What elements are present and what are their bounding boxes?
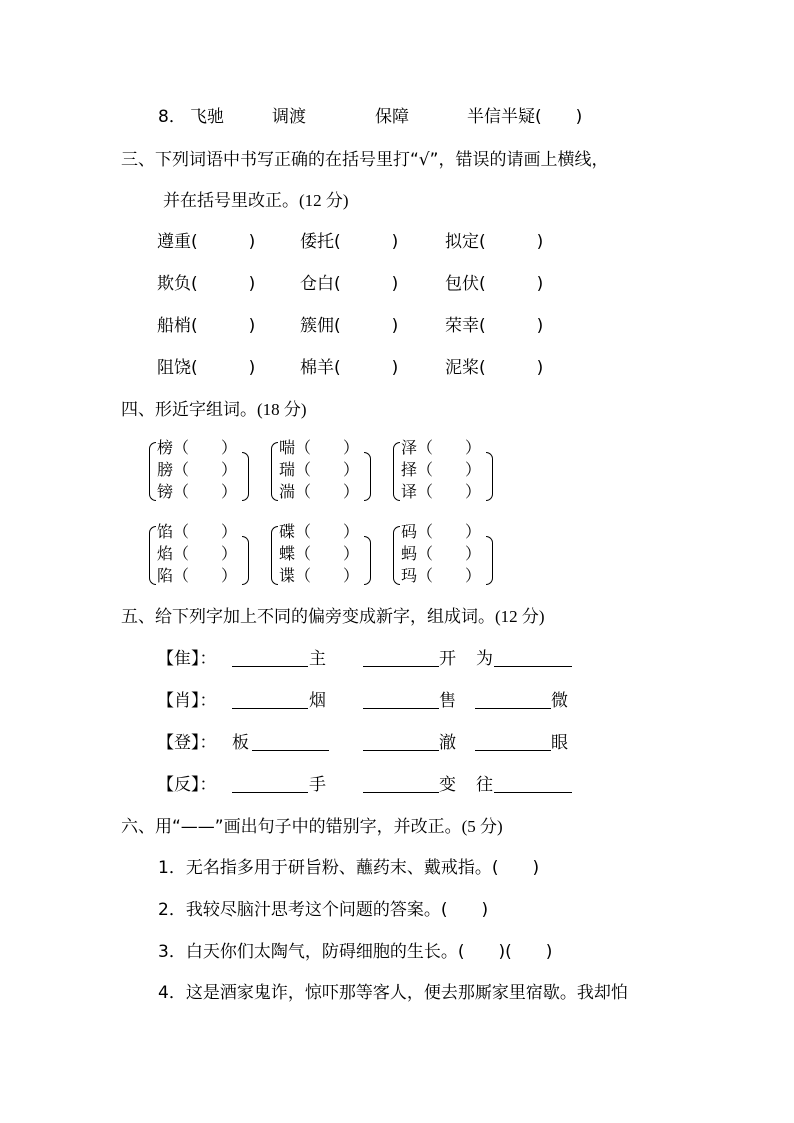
char-item: 译（ ） — [401, 482, 482, 501]
right-brace — [486, 536, 493, 585]
word-part: 眼 — [551, 733, 568, 753]
char-item: 碟（ ） — [279, 522, 360, 541]
score: (12 分) — [299, 191, 349, 210]
right-brace — [242, 452, 249, 501]
score: (12 分) — [495, 607, 545, 626]
sentence-item: 3．白天你们太陶气，防碍细胞的生长。( )( ) — [158, 942, 553, 962]
sentence-item: 1．无名指多用于研旨粉、蘸药末、戴戒指。( ) — [158, 858, 540, 878]
char-item: 码（ ） — [401, 522, 482, 541]
answer-blank[interactable] — [494, 648, 572, 667]
answer-blank[interactable] — [232, 690, 308, 709]
left-brace — [393, 526, 400, 585]
char-item: 蝶（ ） — [279, 544, 360, 563]
left-brace — [393, 442, 400, 501]
word-item: 荣幸( ) — [445, 316, 544, 336]
answer-blank[interactable] — [232, 648, 308, 667]
title-text: 并在括号里改正。 — [163, 191, 299, 211]
left-brace — [149, 442, 156, 501]
char-item: 蚂（ ） — [401, 544, 482, 563]
word-item: 仓白( ) — [300, 274, 399, 294]
left-brace — [149, 526, 156, 585]
word: 保障 — [375, 107, 409, 127]
word-part: 往 — [476, 775, 493, 795]
left-brace — [271, 526, 278, 585]
sentence-item: 2．我较尽脑汁思考这个问题的答案。( ) — [158, 900, 489, 920]
char-item: 馅（ ） — [157, 522, 238, 541]
item-number: 8． — [158, 107, 186, 127]
radical-label: 【登】： — [157, 733, 217, 753]
section-title-cont — [163, 189, 349, 213]
answer-blank[interactable] — [363, 774, 439, 793]
right-brace — [242, 536, 249, 585]
answer-blank[interactable] — [494, 774, 572, 793]
sentence-item: 4．这是酒家鬼诈，惊吓那等客人，便去那厮家里宿歇。我却怕 — [158, 983, 628, 1003]
word-item: 阻饶( ) — [157, 358, 256, 378]
title-text: 五、给下列字加上不同的偏旁变成新字，组成词。 — [121, 607, 495, 627]
word-item: 拟定( ) — [445, 232, 544, 252]
answer-blank[interactable] — [232, 774, 308, 793]
title-text: 六、用“——”画出句子中的错别字，并改正。 — [121, 817, 462, 837]
char-item: 瑞（ ） — [279, 460, 360, 479]
char-item: 榜（ ） — [157, 438, 238, 457]
word-part: 手 — [309, 775, 326, 795]
radical-label: 【反】： — [157, 775, 217, 795]
word-item: 遵重( ) — [157, 232, 256, 252]
score: (5 分) — [461, 817, 503, 836]
section-title — [121, 815, 503, 839]
char-item: 择（ ） — [401, 460, 482, 479]
section-title — [121, 605, 545, 629]
answer-blank[interactable] — [363, 648, 439, 667]
score: (18 分) — [257, 400, 307, 419]
word-part: 开 — [439, 649, 456, 669]
word-part: 为 — [476, 649, 493, 669]
word: 飞驰 — [190, 107, 224, 127]
answer-blank[interactable] — [475, 732, 551, 751]
word-part: 售 — [439, 691, 456, 711]
char-item: 焰（ ） — [157, 544, 238, 563]
word: 调渡 — [272, 107, 306, 127]
word-part: 微 — [551, 691, 568, 711]
right-brace — [486, 452, 493, 501]
section-title: 三、下列词语中书写正确的在括号里打“√”，错误的请画上横线， — [121, 150, 609, 170]
radical-label: 【肖】： — [157, 691, 217, 711]
char-item: 喘（ ） — [279, 438, 360, 457]
word-item: 船梢( ) — [157, 316, 256, 336]
char-item: 泽（ ） — [401, 438, 482, 457]
left-brace — [271, 442, 278, 501]
answer-blank[interactable] — [252, 732, 329, 751]
word-part: 烟 — [309, 691, 326, 711]
char-item: 陷（ ） — [157, 566, 238, 585]
word-part: 变 — [439, 775, 456, 795]
char-item: 湍（ ） — [279, 482, 360, 501]
word: 半信半疑( ) — [467, 107, 583, 127]
char-item: 玛（ ） — [401, 566, 482, 585]
answer-blank[interactable] — [363, 690, 439, 709]
word-part: 澈 — [439, 733, 456, 753]
word-item: 棉羊( ) — [300, 358, 399, 378]
right-brace — [364, 536, 371, 585]
char-item: 膀（ ） — [157, 460, 238, 479]
word-item: 泥桨( ) — [445, 358, 544, 378]
word-part: 板 — [232, 733, 249, 753]
word-item: 倭托( ) — [300, 232, 399, 252]
answer-blank[interactable] — [363, 732, 439, 751]
section-title — [121, 398, 307, 422]
word-item: 包伏( ) — [445, 274, 544, 294]
radical-label: 【隹】： — [157, 649, 217, 669]
word-item: 欺负( ) — [157, 274, 256, 294]
word-part: 主 — [309, 649, 326, 669]
title-text: 四、形近字组词。 — [121, 400, 257, 420]
answer-blank[interactable] — [475, 690, 551, 709]
word-item: 簇佣( ) — [300, 316, 399, 336]
char-item: 谍（ ） — [279, 566, 360, 585]
char-item: 镑（ ） — [157, 482, 238, 501]
right-brace — [364, 452, 371, 501]
